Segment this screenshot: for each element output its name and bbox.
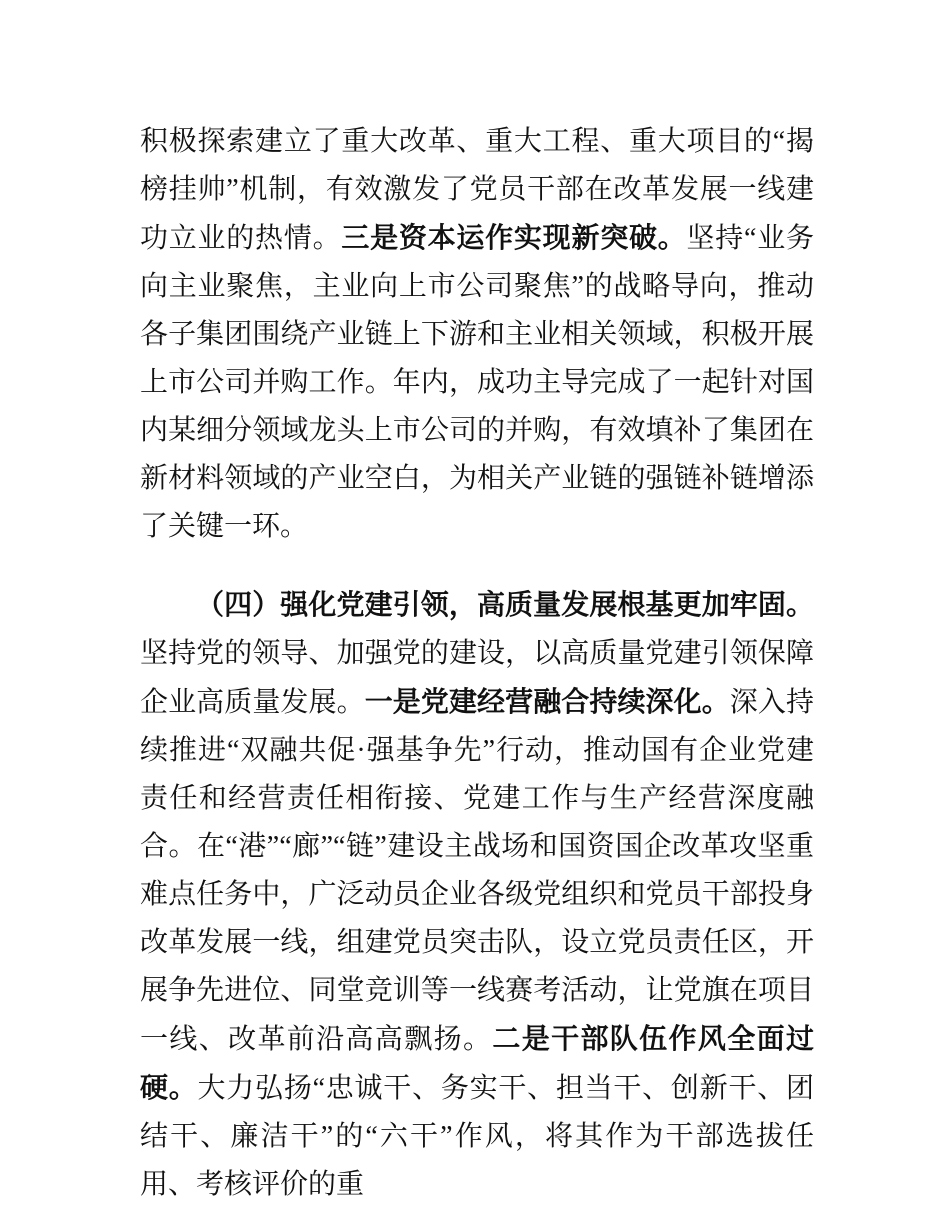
document-body — [140, 118, 814, 1209]
paragraph — [140, 581, 814, 1209]
text-run: 坚持“业务向主业聚焦，主业向上市公司聚焦”的战略导向，推动各子集团围绕产业链上下游和主业相关领域，积极开展上市公司并购工作。年内，成功主导完成了一起针对国内某细分领域龙头上市公司的并购，有效填补了集团在新材料领域的产业空白，为相关产业链的强链补链增添了关键一环。 — [140, 223, 814, 542]
emphasis-text-run: 三是资本运作实现新突破。 — [341, 222, 687, 253]
emphasis-text-run: 二是干部队伍作风全面过硬。 — [140, 1023, 814, 1103]
text-run: 积极探索建立了重大改革、重大工程、重大项目的“揭榜挂帅”机制，有效激发了党员干部在改革发展一线建功立业的热情。 — [140, 126, 814, 254]
emphasis-text-run: （四）强化党建引领，高质量发展根基更加牢固。 — [196, 589, 814, 620]
text-run: 坚持党的领导、加强党的建设，以高质量党建引领保障企业高质量发展。 — [140, 638, 814, 718]
text-run: 深入持续推进“双融共促·强基争先”行动，推动国有企业党建责任和经营责任相衔接、党建工作与生产经营深度融合。在“港”“廊”“链”建设主战场和国资国企改革攻坚重难点任务中，广泛动员企业各级党组织和党员干部投身改革发展一线，组建党员突击队，设立党员责任区，开展争先进位、同堂竞训等一线赛考活动，让党旗在项目一线、改革前沿高高飘扬。 — [140, 687, 814, 1055]
text-run: 大力弘扬“忠诚干、务实干、担当干、创新干、团结干、廉洁干”的“六干”作风，将其作为干部选拔任用、考核评价的重 — [140, 1073, 814, 1200]
paragraph — [140, 118, 814, 551]
emphasis-text-run: 一是党建经营融合持续深化。 — [364, 686, 730, 717]
